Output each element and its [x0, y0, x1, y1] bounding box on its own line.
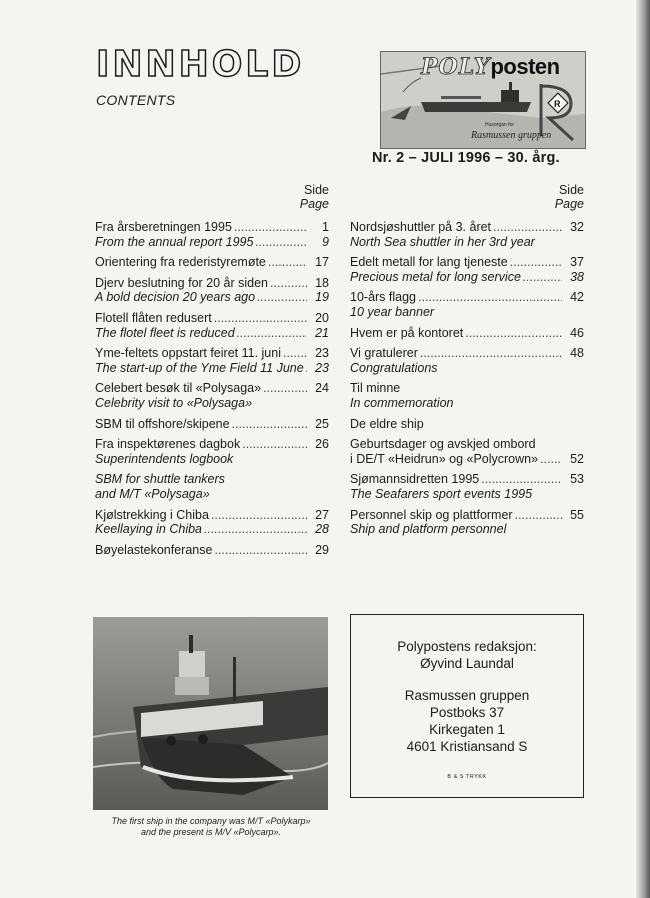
toc-page-number: 32	[570, 220, 584, 234]
toc-page-number: 21	[315, 325, 329, 340]
toc-page-number: 28	[315, 522, 329, 537]
contents-left-column	[95, 183, 329, 563]
toc-line	[350, 522, 584, 537]
toc-leader	[420, 346, 562, 361]
toc-leader	[234, 220, 307, 235]
side-label: Side	[558, 183, 584, 197]
editor-name: Øyvind Laundal	[420, 656, 514, 671]
page-column-header	[350, 183, 584, 211]
toc-entry	[95, 472, 329, 501]
toc-page-number: 37	[570, 255, 584, 270]
toc-title: and M/T «Polysaga»	[95, 486, 210, 501]
toc-entry	[95, 381, 329, 410]
toc-page-number: 19	[315, 290, 329, 305]
toc-entry	[95, 437, 329, 466]
logo-subline: Husorgan for	[485, 122, 514, 128]
toc-title: Bøyelastekonferanse	[95, 542, 213, 557]
toc-line	[350, 381, 584, 396]
toc-line	[95, 452, 329, 467]
toc-title: i DE/T «Heidrun» og «Polycrown»	[350, 451, 539, 466]
toc-title: Personnel skip og plattformer	[350, 507, 513, 522]
toc-page-number: 48	[570, 346, 584, 361]
toc-line	[350, 290, 584, 305]
toc-page-number: 42	[570, 290, 584, 305]
toc-leader	[523, 270, 562, 285]
toc-title: Fra årsberetningen 1995	[95, 220, 232, 234]
toc-line	[95, 396, 329, 411]
toc-line	[350, 508, 584, 523]
toc-page-number: 23	[315, 346, 329, 361]
toc-page-number: 23	[315, 360, 329, 375]
photo-caption-line: The first ship in the company was M/T «Polykarp»	[111, 816, 311, 826]
publisher-name: Rasmussen gruppen	[404, 688, 530, 703]
toc-entry	[350, 472, 584, 501]
toc-page-number: 25	[315, 416, 329, 431]
toc-title: Vi gratulerer	[350, 346, 418, 361]
toc-entry	[95, 276, 329, 305]
toc-entry	[350, 220, 584, 249]
toc-leader	[237, 326, 307, 341]
toc-page-number: 55	[570, 507, 584, 522]
toc-title: A bold decision 20 years ago	[95, 290, 256, 305]
toc-title: Superintendents logbook	[95, 451, 234, 466]
toc-line	[95, 437, 329, 452]
page-subtitle: CONTENTS	[96, 92, 176, 108]
page-column-header	[95, 183, 329, 211]
toc-page-number: 18	[315, 275, 329, 290]
toc-line	[95, 543, 329, 558]
toc-line	[350, 220, 584, 235]
logo-posten: posten	[490, 54, 560, 79]
side-label: Side	[303, 183, 329, 197]
toc-line	[95, 346, 329, 361]
toc-line	[95, 381, 329, 396]
toc-leader	[211, 508, 307, 523]
toc-leader	[418, 290, 562, 305]
toc-title: Orientering fra rederistyremøte	[95, 255, 266, 270]
toc-line	[350, 361, 584, 376]
toc-page-number: 1	[322, 220, 329, 234]
toc-page-number: 20	[315, 310, 329, 325]
toc-entry	[350, 290, 584, 319]
toc-title: SBM for shuttle tankers	[95, 472, 225, 487]
toc-entry	[95, 417, 329, 432]
photo-caption-line: and the present is M/V «Polycarp».	[140, 827, 282, 837]
toc-entry	[95, 220, 329, 249]
toc-page-number: 27	[315, 507, 329, 522]
toc-leader	[270, 276, 307, 291]
toc-title: Djerv beslutning for 20 år siden	[95, 275, 269, 290]
toc-title: Kjølstrekking i Chiba	[95, 507, 209, 522]
issue-number: Nr. 2 – JULI 1996 – 30. årg.	[372, 150, 560, 166]
toc-line	[350, 255, 584, 270]
toc-line	[95, 220, 329, 235]
toc-title: Celebrity visit to «Polysaga»	[95, 395, 253, 410]
toc-page-number: 9	[322, 234, 329, 249]
editorial-heading: Polypostens redaksjon:	[397, 639, 537, 654]
toc-line	[95, 326, 329, 341]
ship-image	[93, 617, 328, 810]
toc-line	[350, 270, 584, 285]
polyposten-logo	[380, 51, 586, 149]
toc-line	[95, 472, 329, 487]
toc-page-number: 24	[315, 381, 329, 396]
toc-leader	[510, 255, 562, 270]
toc-title: Ship and platform personnel	[350, 522, 507, 537]
toc-title: The start-up of the Yme Field 11 June	[95, 360, 304, 375]
page-label: Page	[554, 197, 584, 211]
toc-line	[95, 417, 329, 432]
toc-entry	[95, 255, 329, 270]
toc-entry	[95, 311, 329, 340]
toc-line	[95, 508, 329, 523]
toc-title: Flotell flåten redusert	[95, 310, 212, 325]
toc-leader	[263, 381, 307, 396]
toc-title: Hvem er på kontoret	[350, 325, 464, 340]
toc-page-number: 29	[315, 542, 329, 557]
toc-line	[350, 235, 584, 250]
toc-page-number: 53	[570, 472, 584, 487]
toc-title: SBM til offshore/skipene	[95, 416, 230, 431]
toc-leader	[214, 311, 307, 326]
toc-line	[95, 487, 329, 502]
toc-entry	[350, 417, 584, 432]
toc-line	[350, 417, 584, 432]
editorial-box	[350, 614, 584, 798]
toc-title: Congratulations	[350, 360, 438, 375]
toc-entry	[350, 437, 584, 466]
toc-entry	[95, 508, 329, 537]
toc-leader	[214, 543, 307, 558]
toc-leader	[255, 235, 307, 250]
postbox: Postboks 37	[429, 705, 505, 720]
toc-title: De eldre ship	[350, 416, 424, 431]
toc-line	[350, 487, 584, 502]
toc-leader	[493, 220, 562, 235]
logo-wordmark	[421, 54, 560, 80]
toc-line	[350, 437, 584, 452]
toc-leader	[232, 417, 307, 432]
toc-page-number: 52	[570, 451, 584, 466]
toc-title: Nordsjøshuttler på 3. året	[350, 220, 492, 234]
toc-title: In commemoration	[350, 395, 454, 410]
toc-page-number: 38	[570, 269, 584, 284]
photo-caption	[80, 816, 342, 838]
toc-entry	[95, 346, 329, 375]
toc-leader	[481, 472, 562, 487]
toc-title: Precious metal for long service	[350, 269, 521, 284]
toc-line	[95, 255, 329, 270]
printer-credit: B & S TRYKK	[447, 774, 487, 780]
toc-leader	[283, 346, 307, 361]
toc-title: 10-års flagg	[350, 290, 417, 305]
toc-line	[95, 361, 329, 376]
logo-company: Rasmussen gruppen	[471, 130, 552, 141]
toc-line	[350, 396, 584, 411]
toc-entry	[350, 255, 584, 284]
toc-entry	[350, 508, 584, 537]
toc-line	[350, 326, 584, 341]
street-address: Kirkegaten 1	[429, 722, 505, 737]
toc-leader	[204, 522, 307, 537]
svg-text:R: R	[554, 99, 561, 109]
toc-title: Geburtsdager og avskjed ombord	[350, 437, 536, 452]
toc-leader	[257, 290, 307, 305]
toc-leader	[465, 326, 562, 341]
toc-title: Edelt metall for lang tjeneste	[350, 255, 508, 270]
page-title: INNHOLD	[96, 44, 305, 85]
toc-entry	[350, 381, 584, 410]
toc-entry	[95, 543, 329, 558]
toc-leader	[242, 437, 307, 452]
toc-line	[350, 452, 584, 467]
toc-entry	[350, 326, 584, 341]
toc-line	[95, 276, 329, 291]
toc-line	[95, 522, 329, 537]
page-label: Page	[299, 197, 329, 211]
toc-title: The Seafarers sport events 1995	[350, 486, 533, 501]
toc-line	[95, 311, 329, 326]
toc-title: From the annual report 1995	[95, 234, 254, 249]
toc-page-number: 46	[570, 325, 584, 340]
title-block	[96, 46, 304, 108]
toc-title: Sjømannsidretten 1995	[350, 472, 480, 487]
toc-leader	[306, 361, 307, 376]
toc-title: The flotel fleet is reduced	[95, 325, 235, 340]
contents-right-column	[350, 183, 584, 543]
logo-poly: POLY	[421, 54, 491, 80]
postal-city: 4601 Kristiansand S	[406, 739, 528, 754]
toc-line	[350, 346, 584, 361]
toc-leader	[268, 255, 307, 270]
toc-title: Yme-feltets oppstart feiret 11. juni	[95, 346, 281, 361]
toc-page-number: 17	[315, 255, 329, 270]
toc-leader	[515, 508, 562, 523]
toc-line	[350, 305, 584, 320]
toc-title: Fra inspektørenes dagbok	[95, 437, 241, 452]
toc-title: Keellaying in Chiba	[95, 522, 203, 537]
toc-entry	[350, 346, 584, 375]
toc-title: Celebert besøk til «Polysaga»	[95, 381, 262, 396]
toc-line	[95, 290, 329, 305]
ship-photo	[93, 617, 328, 810]
scan-edge	[636, 0, 650, 898]
toc-page-number: 26	[315, 437, 329, 452]
toc-title: Til minne	[350, 381, 401, 396]
toc-line	[350, 472, 584, 487]
toc-leader	[540, 452, 562, 467]
toc-title: North Sea shuttler in her 3rd year	[350, 234, 535, 249]
toc-line	[95, 235, 329, 250]
toc-title: 10 year banner	[350, 304, 435, 319]
